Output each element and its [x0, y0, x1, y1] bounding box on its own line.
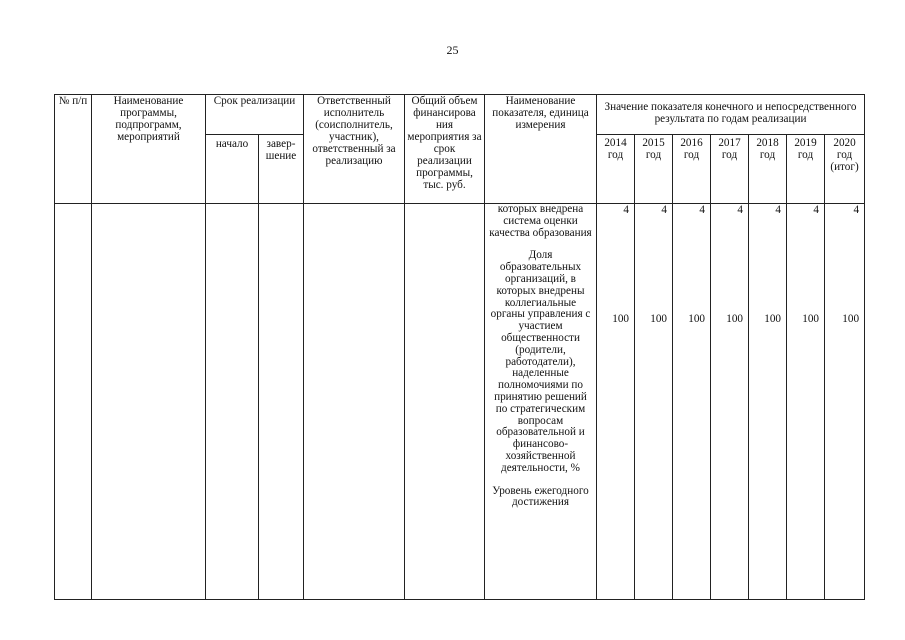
- cell-executor: [304, 204, 405, 600]
- cell-num: [55, 204, 92, 600]
- cell-values-2016: [673, 204, 711, 600]
- value-item: 100: [726, 313, 743, 325]
- header-year-2014: 2014 год: [597, 135, 635, 204]
- header-year-2019: 2019 год: [787, 135, 825, 204]
- header-period-start: начало: [206, 135, 259, 204]
- cell-values-2017: [711, 204, 749, 600]
- cell-values-2020: [825, 204, 865, 600]
- cell-start: [206, 204, 259, 600]
- indicators-table: [54, 94, 865, 600]
- header-num: № п/п: [55, 95, 92, 204]
- header-executor: Ответственный исполнитель (соисполнитель, участник), ответственный за реализацию: [304, 95, 405, 204]
- value-item: 4: [775, 204, 781, 216]
- value-item: 100: [650, 313, 667, 325]
- header-funding: Общий объем финансирова ния мероприятия за срок реализации программы, тыс. руб.: [405, 95, 485, 204]
- cell-indicators: [485, 204, 597, 600]
- cell-name: [92, 204, 206, 600]
- value-item: 100: [764, 313, 781, 325]
- table-row: [55, 204, 865, 600]
- cell-values-2019: [787, 204, 825, 600]
- cell-funding: [405, 204, 485, 600]
- value-item: 4: [623, 204, 629, 216]
- cell-values-2018: [749, 204, 787, 600]
- header-period-end: завер-шение: [259, 135, 304, 204]
- header-year-2016: 2016 год: [673, 135, 711, 204]
- indicator-text: Доля образовательных организаций, в которых внедрены коллегиальные органы управления с участием общественности (родители, работодатели), наделенные полномочиями по принятию решений по стратегическим вопросам образовательной и финансово-хозяйственной деятельности, %: [490, 249, 591, 474]
- value-item: 4: [813, 204, 819, 216]
- header-year-2017: 2017 год: [711, 135, 749, 204]
- indicator-text: Уровень ежегодного достижения: [492, 484, 589, 509]
- header-name: Наименование программы, подпрограмм, мероприятий: [92, 95, 206, 204]
- header-indicator: Наименование показателя, единица измерения: [485, 95, 597, 204]
- cell-end: [259, 204, 304, 600]
- header-year-2020: 2020 год (итог): [825, 135, 865, 204]
- value-item: 4: [699, 204, 705, 216]
- header-year-2018: 2018 год: [749, 135, 787, 204]
- header-period: Срок реализации: [206, 95, 304, 135]
- header-year-2015: 2015 год: [635, 135, 673, 204]
- cell-values-2014: [597, 204, 635, 600]
- value-item: 100: [612, 313, 629, 325]
- value-item: 100: [688, 313, 705, 325]
- page-number: 25: [446, 43, 459, 57]
- cell-values-2015: [635, 204, 673, 600]
- indicator-text: которых внедрена система оценки качества образования: [489, 203, 592, 239]
- value-item: 4: [853, 204, 860, 216]
- value-item: 4: [737, 204, 743, 216]
- value-item: 100: [802, 313, 819, 325]
- value-item: 4: [661, 204, 667, 216]
- header-row-1: [55, 95, 865, 135]
- value-item: 100: [842, 313, 860, 325]
- header-values-group: Значение показателя конечного и непосредственного результата по годам реализации: [597, 95, 865, 135]
